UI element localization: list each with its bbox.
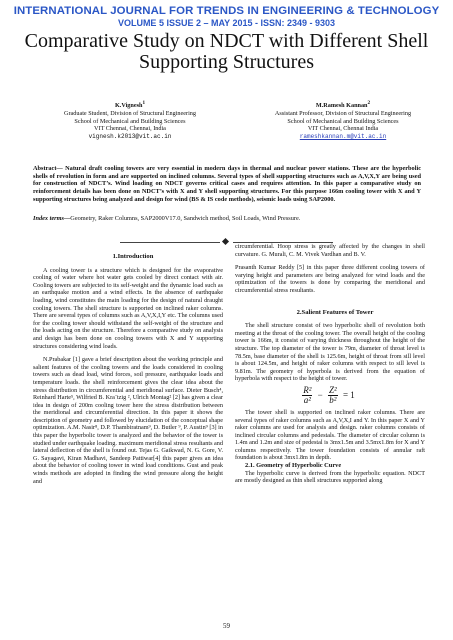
journal-issue: VOLUME 5 ISSUE 2 – MAY 2015 - ISSN: 2349 - 9303 — [117, 18, 336, 28]
right-paragraph-1: circumferential. Hoop stress is greatly affected by the changes in shell curvature. G. Murali, C. M. Vivek Vardhan and B. V. — [235, 243, 425, 258]
author-1-university: VIT Chennai, Chennai, India — [94, 125, 166, 133]
author-1 — [34, 100, 226, 141]
raker-columns-paragraph: The tower shell is supported on inclined raker columns. There are several types of raker columns such as A,V,X,I and Y. In this paper X and Y raker columns are used for analysis and design. raker columns consists of inclined circular columns and pedestals. The diameter of circular column is 1.4m and 1.2m and size of pedestal is 3mx1.5m and 3.5mx1.8m for X and Y columns respectively. The tower foundation consists of annular raft foundation is about 3mx1.8m in depth. — [235, 408, 425, 462]
index-terms — [33, 215, 421, 223]
author-1-school: School of Mechanical and Building Sciences — [74, 117, 186, 125]
abstract — [33, 165, 421, 204]
introduction-heading: 1.Introduction — [112, 253, 154, 260]
author-2-school: School of Mechanical and Building Sciences — [287, 117, 399, 125]
right-column — [235, 243, 425, 485]
geometry-subheading: 2.1. Geometry of Hyperbolic Curve — [245, 462, 342, 470]
divider-diamond-icon — [222, 237, 229, 244]
introduction-paragraph-2: N.Prabakar [1] gave a brief description about the working principle and salient features of the cooling towers and the loads considered in cooling towers such as dead load, wind forces, soil pressure, earthquake loads and temperature loads. the shell reinforcement gives the clear idea about the stress distribution in circumferential and meridional surface. Dieter Busch⁴, Reinhard Harte⁵, Wilfried B. Kra¨tzig ², Ulrich Montag² [2] has given a clear idea in design of 200m cooling tower here the stress distribution between the meridional and circumferential direction. In this paper it shows the description of geometry and followed by elucidation of the conceptual shape optimization. A.M. Nasir⁸, D.P. Thambiratnam⁹, D. Butler ⁹, P. Austin⁹ [3] in this paper the hyperbolic tower is analyzed and the behavior of the tower is studied under earthquake loading. maximum meridional stress resultants and lateral deflection of the shell is found out. Tejas G. Gaikwad, N. G. Gore, V. G. Sayagavi, Kiran Madhavi, Sandeep Pattiwar[4] this paper gives an idea about the behavior of cooling tower in wind load conditions. Gust and peak winds methods are adopted in finding the wind pressure along the height and — [33, 356, 223, 485]
right-paragraph-2: Prasanth Kumar Reddy [5] in this paper three different cooling towers of varying height and parameters are being analyzed for wind loads and the optimization of the towers is done by comparing the meridional and circumferential stress resultants. — [235, 264, 425, 294]
salient-features-paragraph: The shell structure consist of two hyperbolic shell of revolution both meeting at the throat of the cooling tower. The overall height of the cooling tower is 166m, it consist of varying thickness throughout the height of the structure. The top diameter of the tower is 79m, diameter of throat level is 78.5m, base diameter of the shell is 125.6m, height of throat from sill level is about 124.5m, and height of raker columns with respect to sill level is 9.81m. The geometry of hyperbola is derived from the equation of hyperbola with respect to the height of tower. — [235, 322, 425, 383]
author-1-position: Graduate Student, Division of Structural Engineering — [64, 109, 196, 117]
left-column — [33, 244, 223, 485]
author-1-email: vignesh.k2013@vit.ac.in — [88, 133, 172, 141]
author-1-name: K.Vignesh$^1$ — [114, 100, 146, 110]
author-2-name: M.Ramesh Kannan$^2$ — [315, 100, 371, 110]
paper-title: Comparative Study on NDCT with Different Shell Supporting Structures — [24, 30, 429, 73]
abstract-text: Natural draft cooling towers are very essential in modern days in thermal and nuclear power stations. These are the hyperbolic shells of revolution in form and are supported on inclined columns. Several types of shell supporting structures such as A,V,X,Y are being used for construction of NDCT’s. Wind loading on NDCT governs critical cases and requires attention. In this paper a comparative study on reinforcement details has been done on NDCT’s with X and Y shell supporting structures. For this purpose 166m cooling tower with X and Y supporting structures being analyzed and design for wind (BS & IS code methods), seismic loads using SAP2000. — [33, 165, 421, 203]
author-2-university: VIT Chennai, Chennai India — [307, 125, 379, 133]
index-terms-label: Index terms— — [33, 215, 71, 222]
abstract-label: Abstract— — [33, 165, 63, 172]
geometry-paragraph: The hyperbolic curve is derived from the hyperbolic equation. NDCT are mostly designed as thin shell structures supported along — [235, 469, 425, 485]
journal-title: INTERNATIONAL JOURNAL FOR TRENDS IN ENGINEERING & TECHNOLOGY — [13, 5, 440, 17]
hyperbola-equation: $\frac{\text{R²}}{\text{a²}}$ − $\frac{\text{Z²}}{\text{b²}}$ = 1 — [303, 384, 355, 405]
introduction-paragraph-1: A cooling tower is a structure which is designed for the evaporative cooling of water where hot water gets cooled by direct contact with air. Cooling towers are subjected to its self-weight and the dynamic load such as an earthquake motion and a wind effects. In the absence of earthquake loading, wind constitutes the main loading for the design of natural draught cooling towers. The shell structure is supported on inclined raker columns. There are several types of columns such as A,V,X,I,Y etc. The columns used for the cooling tower should withstand the self-weight of the structure and the loads acting on the structure. Therefore a comparative study on analysis and design has been done on cooling towers with X and Y supporting structures considering wind loads. — [33, 266, 223, 350]
author-2-position: Assistant Professor, Division of Structural Engineering — [274, 109, 412, 117]
author-2 — [247, 100, 439, 141]
author-2-email-link[interactable]: rameshkannan.m@vit.ac.in — [299, 133, 387, 141]
page-number: 59 — [223, 622, 230, 630]
index-terms-text: Geometry, Raker Columns, SAP2000V17.0, Sandwich method, Soil Loads, Wind Pressure. — [70, 215, 301, 222]
salient-features-heading: 2.Salient Features of Tower — [296, 308, 374, 316]
journal-header — [0, 5, 453, 29]
